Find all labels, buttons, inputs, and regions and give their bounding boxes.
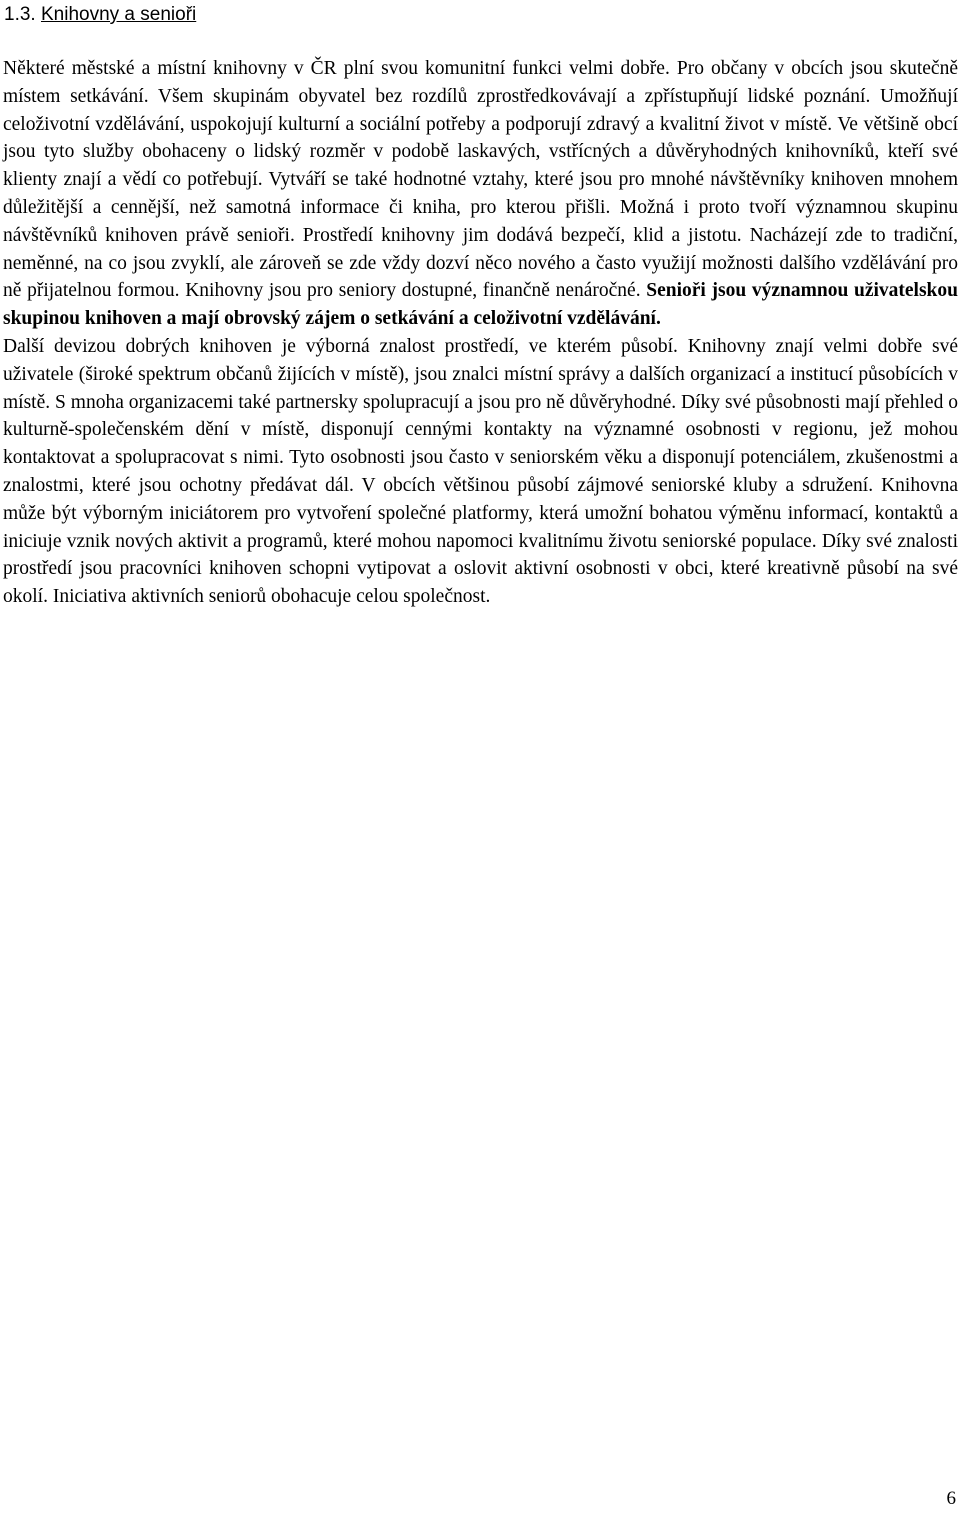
section-title: Knihovny a senioři bbox=[40, 4, 197, 25]
paragraph-2: Další devizou dobrých knihoven je výborná znalost prostředí, ve kterém působí. Knihovny znají velmi dobře své uživatele (široké spektrum občanů žijících v místě), jsou znalci místní správy a dalších organizací a institucí působících v místě. S mnoha organizacemi také partnersky spolupracují a jsou pro ně důvěryhodné. Díky své působnosti mají přehled o kulturně-společenském dění v místě, disponují cennými kontakty na významné osobnosti v regionu, jež mohou kontaktovat a spolupracovat s nimi. Tyto osobnosti jsou často v seniorském věku a disponují potenciálem, zkušenostmi a znalostmi, které jsou ochotny předávat dál. V obcích většinou působí zájmové seniorské kluby a sdružení. Knihovna může být výborným iniciátorem pro vytvoření společné platformy, která umožní bohatou výměnu informací, kontaktů a iniciuje vznik nových aktivit a programů, které mohou napomoci kvalitnímu životu seniorské populace. Díky své znalosti prostředí jsou pracovníci knihoven schopni vytipovat a oslovit aktivní osobnosti v obci, které kreativně působí na své okolí. Iniciativa aktivních seniorů obohacuje celou společnost. bbox=[3, 335, 958, 608]
paragraph-1 bbox=[3, 55, 958, 333]
page-number: 6 bbox=[946, 1488, 956, 1509]
article-body bbox=[3, 55, 958, 611]
section-number: 1.3. bbox=[4, 4, 36, 25]
section-heading bbox=[4, 2, 196, 28]
paragraph-1-bold-text: Senioři jsou významnou uživatelskou skupinou knihoven a mají obrovský zájem o setkávání a celoživotní vzdělávání. bbox=[3, 280, 958, 330]
paragraph-1-text: Některé městské a místní knihovny v ČR plní svou komunitní funkci velmi dobře. Pro občany v obcích jsou skutečně místem setkávání. Všem skupinám obyvatel bez rozdílů zprostředkovávají a zpřístupňují lidské poznání. Umožňují celoživotní vzdělávání, uspokojují kulturní a sociální potřeby a podporují zdravý a kvalitní život v místě. Ve většině obcí jsou tyto služby obohaceny o lidský rozměr v podobě laskavých, vstřícných a důvěryhodných knihovníků, kteří své klienty znají a vědí co potřebují. Vytváří se také hodnotné vztahy, které jsou pro mnohé návštěvníky knihoven mnohem důležitější a cennější, než samotná informace či kniha, pro kterou přišli. Možná i proto tvoří významnou skupinu návštěvníků knihoven právě senioři. Prostředí knihovny jim dodává bezpečí, klid a jistotu. Nacházejí zde to tradiční, neměnné, na co jsou zvyklí, ale zároveň se zde vždy dozví něco nového a často využijí možnosti dalšího vzdělávání pro ně přijatelnou formou. Knihovny jsou pro seniory dostupné, finančně nenáročné. bbox=[3, 58, 958, 302]
